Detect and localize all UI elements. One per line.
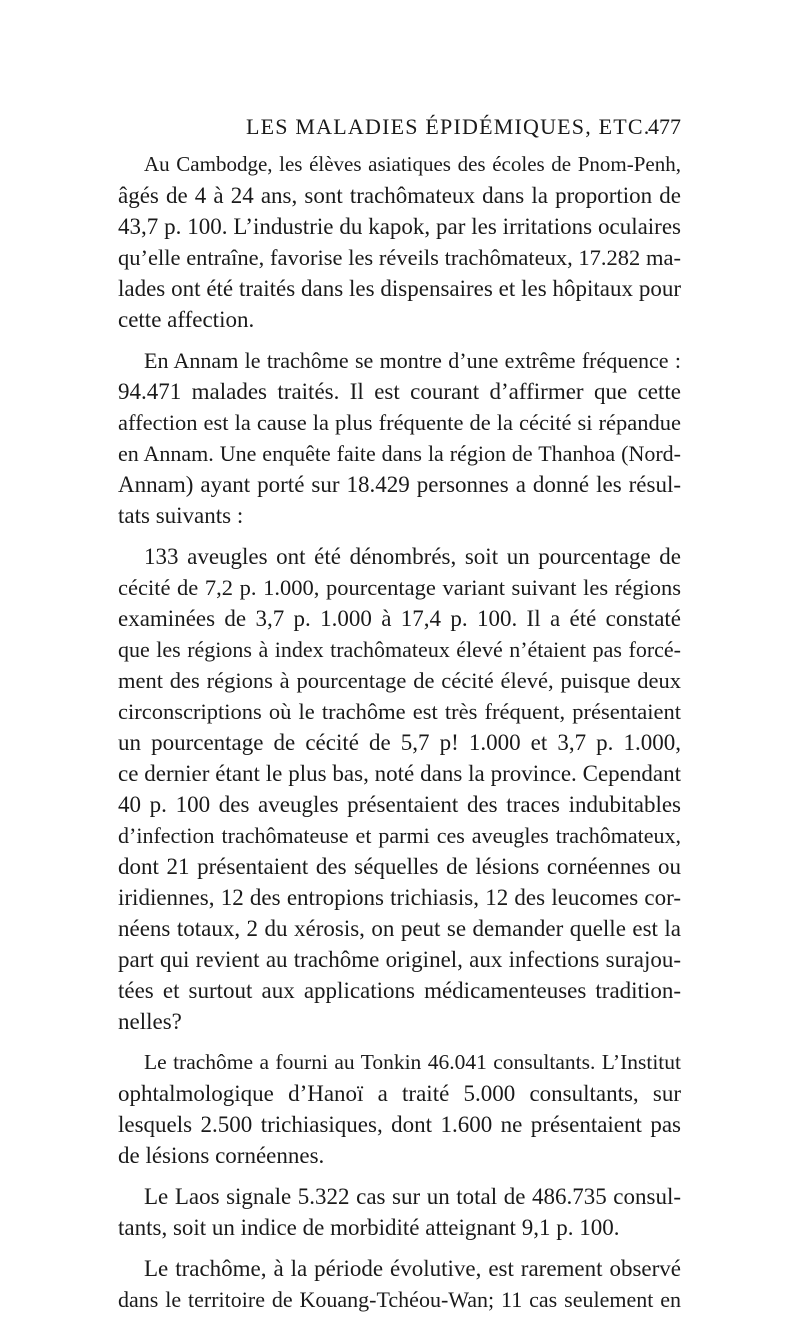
text-line: nelles? xyxy=(118,1009,182,1034)
text-line: cette affection. xyxy=(118,307,255,332)
text-line: dans le territoire de Kouang-Tchéou-Wan; 11 cas seulement en xyxy=(118,1287,681,1312)
text-line: Le trachôme, à la période évolutive, est rarement observé xyxy=(144,1256,681,1281)
text-line: tats suivants : xyxy=(118,503,244,528)
paragraph-kouang-tcheou-wan xyxy=(118,1253,681,1315)
paragraph-cambodge xyxy=(118,149,681,335)
text-line: 43,7 p. 100. L’industrie du kapok, par les irritations oculaires xyxy=(118,214,681,239)
text-line: circonscriptions où le trachôme est très fréquent, présentaient xyxy=(118,699,681,724)
text-line: En Annam le trachôme se montre d’une extrême fréquence : xyxy=(144,348,681,373)
text-line: tants, soit un indice de morbidité atteignant 9,1 p. 100. xyxy=(118,1215,620,1240)
text-line: Annam) ayant porté sur 18.429 personnes a donné les résul- xyxy=(118,472,681,497)
text-line: examinées de 3,7 p. 1.000 à 17,4 p. 100. Il a été constaté xyxy=(118,606,681,631)
paragraph-aveugles xyxy=(118,541,681,1037)
text-line: tées et surtout aux applications médicamenteuses tradition- xyxy=(118,978,681,1003)
text-line: dont 21 présentaient des séquelles de lésions cornéennes ou xyxy=(118,854,681,879)
text-line: un pourcentage de cécité de 5,7 p! 1.000 et 3,7 p. 1.000, xyxy=(118,730,681,755)
text-line: ment des régions à pourcentage de cécité élevé, puisque deux xyxy=(118,668,681,693)
text-line: âgés de 4 à 24 ans, sont trachômateux dans la proportion de xyxy=(118,183,681,208)
running-title: LES MALADIES ÉPIDÉMIQUES, ETC. xyxy=(246,114,651,139)
paragraph-tonkin xyxy=(118,1047,681,1171)
page-number: 477 xyxy=(648,114,681,139)
text-line: cécité de 7,2 p. 1.000, pourcentage variant suivant les régions xyxy=(118,575,681,600)
text-line: ce dernier étant le plus bas, noté dans la province. Cependant xyxy=(118,761,681,786)
text-line: Le trachôme a fourni au Tonkin 46.041 consultants. L’Institut xyxy=(144,1050,681,1074)
text-line: de lésions cornéennes. xyxy=(118,1143,325,1168)
text-line: Au Cambodge, les élèves asiatiques des écoles de Pnom-Penh, xyxy=(144,152,681,176)
text-line: néens totaux, 2 du xérosis, on peut se demander quelle est la xyxy=(118,916,681,941)
text-line: 94.471 malades traités. Il est courant d’affirmer que cette xyxy=(118,379,681,404)
paragraph-laos xyxy=(118,1181,681,1243)
text-line: Le Laos signale 5.322 cas sur un total de 486.735 consul- xyxy=(144,1184,681,1209)
text-line: en Annam. Une enquête faite dans la région de Thanhoa (Nord- xyxy=(118,441,681,466)
text-line: qu’elle entraîne, favorise les réveils trachômateux, 17.282 ma- xyxy=(118,245,681,270)
text-line: que les régions à index trachômateux élevé n’étaient pas forcé- xyxy=(118,637,681,662)
text-line: ophtalmologique d’Hanoï a traité 5.000 consultants, sur xyxy=(118,1081,681,1106)
paragraph-annam xyxy=(118,345,681,531)
text-line: lesquels 2.500 trichiasiques, dont 1.600 ne présentaient pas xyxy=(118,1112,681,1137)
text-line: affection est la cause la plus fréquente de la cécité si répandue xyxy=(118,410,681,435)
page-header xyxy=(118,114,681,148)
text-line: part qui revient au trachôme originel, aux infections surajou- xyxy=(118,947,681,972)
text-line: 40 p. 100 des aveugles présentaient des traces indubitables xyxy=(118,792,681,817)
text-line: d’infection trachômateuse et parmi ces aveugles trachômateux, xyxy=(118,823,681,848)
body-text xyxy=(118,149,681,1325)
text-line: 133 aveugles ont été dénombrés, soit un pourcentage de xyxy=(144,544,681,569)
text-line: iridiennes, 12 des entropions trichiasis, 12 des leucomes cor- xyxy=(118,885,681,910)
text-line: lades ont été traités dans les dispensaires et les hôpitaux pour xyxy=(118,276,681,301)
